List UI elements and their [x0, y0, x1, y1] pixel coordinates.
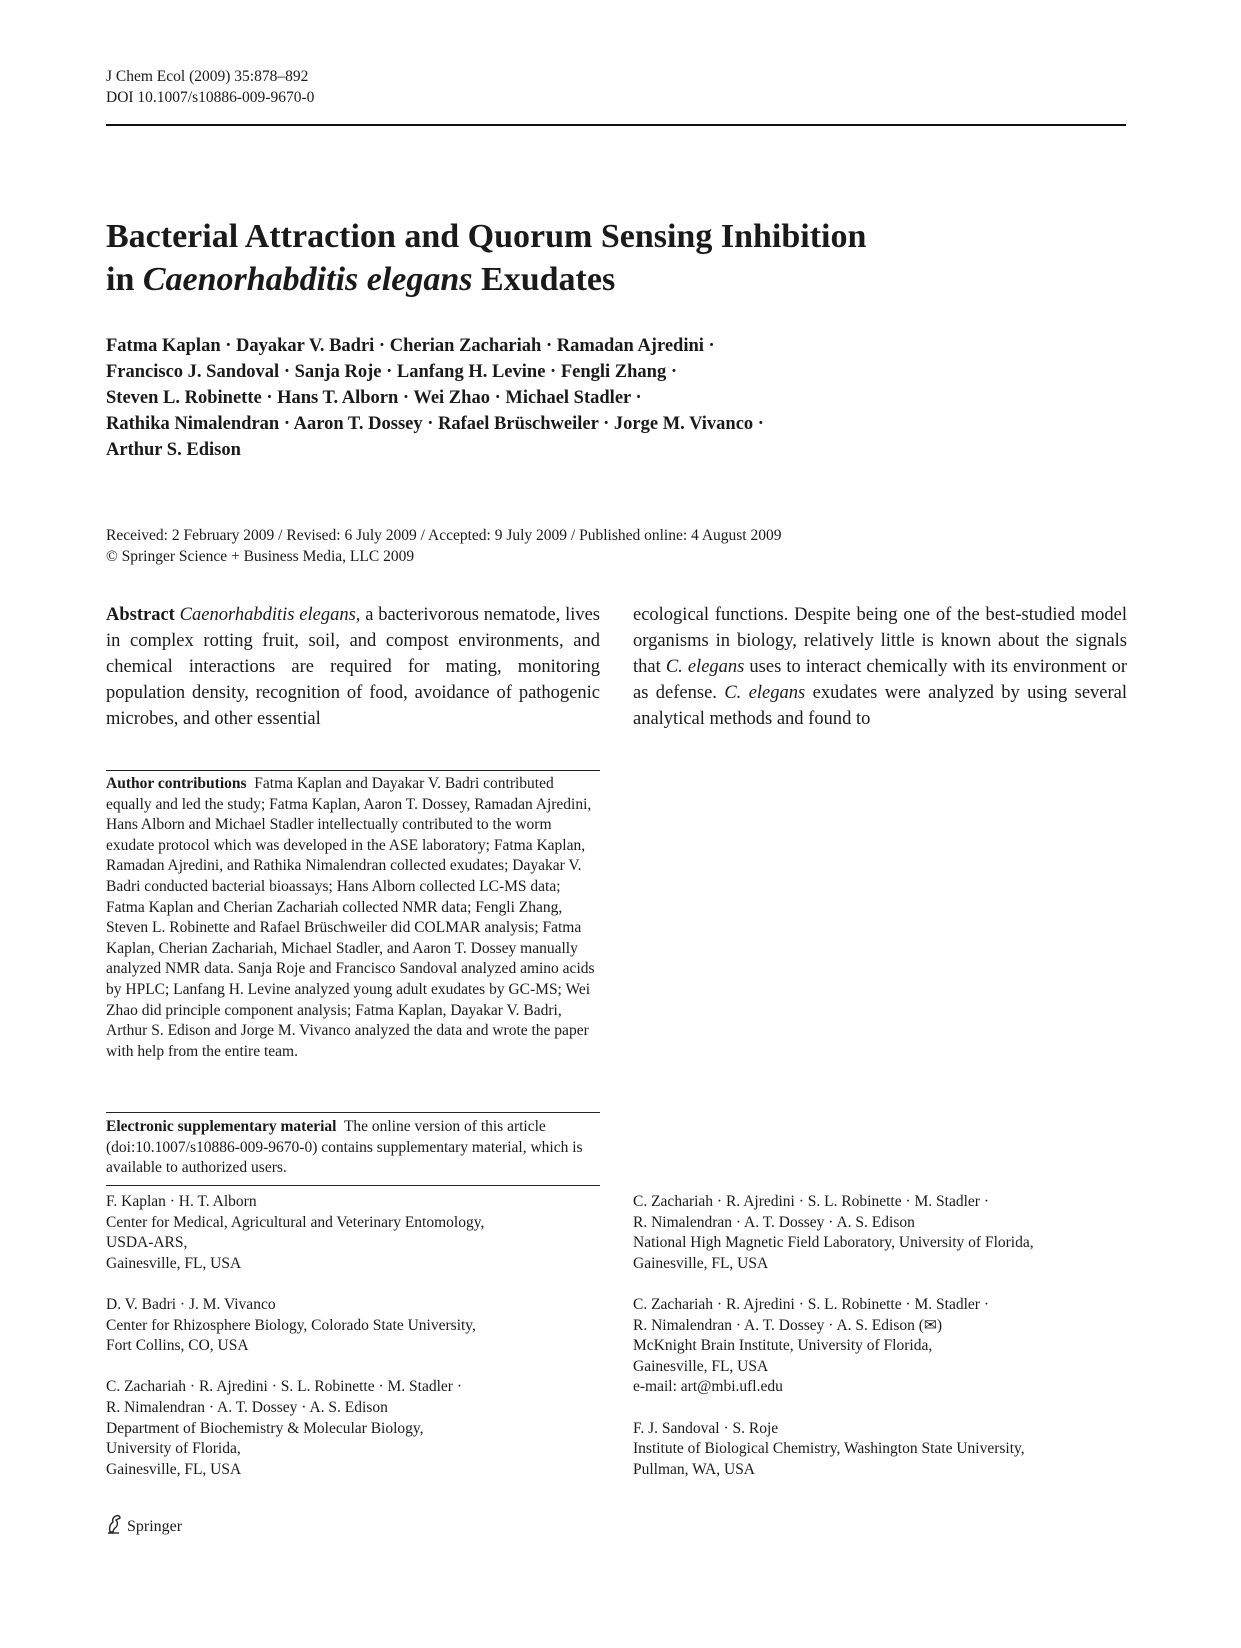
- history-dates: Received: 2 February 2009 / Revised: 6 July 2009 / Accepted: 9 July 2009 / Published online: 4 August 2009: [106, 527, 782, 544]
- abstract-column-left: [106, 602, 600, 732]
- affiliation: [106, 1377, 600, 1480]
- journal-header: [106, 66, 314, 108]
- copyright: © Springer Science + Business Media, LLC 2009: [106, 548, 415, 565]
- title-species: Caenorhabditis elegans: [142, 261, 473, 298]
- abstract-species-1: C. elegans: [665, 657, 745, 677]
- author-contributions: [106, 774, 600, 1062]
- title-line-1: Bacterial Attraction and Quorum Sensing Inhibition: [106, 218, 867, 255]
- author-list: [106, 333, 1106, 463]
- affiliation-line: C. Zachariah · R. Ajredini · S. L. Robinette · M. Stadler ·: [633, 1193, 989, 1210]
- contributions-label: Author contributions: [106, 775, 247, 792]
- affiliation: [633, 1419, 1127, 1481]
- affiliation-line: R. Nimalendran · A. T. Dossey · A. S. Edison: [633, 1213, 915, 1231]
- email-address[interactable]: e-mail: art@mbi.ufl.edu: [633, 1378, 783, 1396]
- affiliations-left: [106, 1192, 600, 1501]
- affiliation-line: Institute of Biological Chemistry, Washington State University,: [633, 1440, 1025, 1458]
- author-line: Arthur S. Edison: [106, 440, 241, 460]
- author-line: Fatma Kaplan · Dayakar V. Badri · Cherian Zachariah · Ramadan Ajredini ·: [106, 336, 715, 356]
- author-line: Steven L. Robinette · Hans T. Alborn · Wei Zhao · Michael Stadler ·: [106, 388, 642, 408]
- affiliation: [633, 1192, 1127, 1274]
- abstract-text-left: , a bacterivorous nematode, lives in complex rotting fruit, soil, and compost environments, and chemical interactions are required for mating, monitoring population density, recognition of food, avoidance of pathogenic microbes, and other essential: [106, 605, 601, 729]
- contributions-text: Fatma Kaplan and Dayakar V. Badri contributed equally and led the study; Fatma Kaplan, Aaron T. Dossey, Ramadan Ajredini, Hans Alborn and Michael Stadler intellectually contributed to the worm exudate protocol which was developed in the ASE laboratory; Fatma Kaplan, Ramadan Ajredini, and Rathika Nimalendran collected exudates; Dayakar V. Badri conducted bacterial bioassays; Hans Alborn collected LC-MS data; Fatma Kaplan and Cherian Zachariah collected NMR data; Fengli Zhang, Steven L. Robinette and Rafael Brüschweiler did COLMAR analysis; Fatma Kaplan, Cherian Zachariah, Michael Stadler, and Aaron T. Dossey manually analyzed NMR data. Sanja Roje and Francisco Sandoval analyzed amino acids by HPLC; Lanfang H. Levine analyzed young adult exudates by GC-MS; Wei Zhao did principle component analysis; Fatma Kaplan, Dayakar V. Badri, Arthur S. Edison and Jorge M. Vivanco analyzed the data and wrote the paper with help from the entire team.: [106, 775, 595, 1060]
- article-dates: [106, 525, 1106, 567]
- affiliations-right: [633, 1192, 1127, 1501]
- abstract-column-right: [633, 602, 1127, 732]
- footnote-rule: [106, 1112, 600, 1113]
- title-line-2: [106, 258, 1106, 301]
- publisher-footer: [106, 1514, 182, 1540]
- abstract-text-right-1: ecological functions. Despite being one of the best-studied model organisms in biology, relatively little is known about the signals that: [633, 605, 1127, 677]
- affiliation-line: Pullman, WA, USA: [633, 1460, 756, 1478]
- affiliation-line: R. Nimalendran · A. T. Dossey · A. S. Edison: [106, 1398, 388, 1416]
- supplementary-material: [106, 1117, 600, 1179]
- springer-horse-icon: [106, 1514, 122, 1540]
- affiliation-line: C. Zachariah · R. Ajredini · S. L. Robinette · M. Stadler ·: [106, 1378, 462, 1396]
- affiliation-line: R. Nimalendran · A. T. Dossey · A. S. Edison (✉): [633, 1316, 943, 1334]
- affiliation-line: University of Florida,: [106, 1440, 241, 1458]
- abstract-species-2: C. elegans: [724, 683, 806, 703]
- abstract-species: Caenorhabditis elegans: [179, 605, 356, 625]
- title-prefix: in: [106, 261, 143, 298]
- affiliation: [633, 1295, 1127, 1398]
- affiliation-line: Department of Biochemistry & Molecular Biology,: [106, 1419, 424, 1437]
- abstract-label: Abstract: [106, 605, 175, 625]
- affiliation-line: USDA-ARS,: [106, 1234, 188, 1252]
- supplementary-text: The online version of this article (doi:10.1007/s10886-009-9670-0) contains supplementary material, which is available to authorized users.: [106, 1118, 583, 1177]
- affiliation: [106, 1295, 600, 1357]
- author-line: Francisco J. Sandoval · Sanja Roje · Lanfang H. Levine · Fengli Zhang ·: [106, 362, 677, 382]
- publisher-name: Springer: [127, 1518, 183, 1535]
- article-title: [106, 215, 1106, 301]
- affiliation-line: Center for Medical, Agricultural and Veterinary Entomology,: [106, 1213, 485, 1231]
- affiliation-line: Gainesville, FL, USA: [633, 1357, 769, 1375]
- affiliation-line: McKnight Brain Institute, University of Florida,: [633, 1337, 933, 1355]
- article-doi: DOI 10.1007/s10886-009-9670-0: [106, 89, 315, 106]
- affiliation-line: F. Kaplan · H. T. Alborn: [106, 1193, 257, 1210]
- author-line: Rathika Nimalendran · Aaron T. Dossey · Rafael Brüschweiler · Jorge M. Vivanco ·: [106, 414, 764, 434]
- header-rule: [106, 124, 1126, 126]
- supplementary-label: Electronic supplementary material: [106, 1118, 337, 1135]
- affiliation-line: C. Zachariah · R. Ajredini · S. L. Robinette · M. Stadler ·: [633, 1295, 989, 1313]
- title-suffix: Exudates: [472, 261, 616, 298]
- footnote-rule: [106, 770, 600, 771]
- footnote-rule: [106, 1185, 600, 1186]
- abstract-text-right-2: uses to interact chemically with its environment or as defense.: [633, 657, 1127, 703]
- affiliation: [106, 1192, 600, 1274]
- journal-citation: J Chem Ecol (2009) 35:878–892: [106, 68, 309, 85]
- affiliation-line: Center for Rhizosphere Biology, Colorado State University,: [106, 1316, 476, 1334]
- affiliation-line: National High Magnetic Field Laboratory, University of Florida,: [633, 1234, 1034, 1252]
- affiliation-line: Gainesville, FL, USA: [106, 1460, 242, 1478]
- affiliation-line: D. V. Badri · J. M. Vivanco: [106, 1295, 276, 1313]
- affiliation-line: Gainesville, FL, USA: [633, 1254, 769, 1272]
- affiliation-line: Gainesville, FL, USA: [106, 1254, 242, 1272]
- affiliation-line: Fort Collins, CO, USA: [106, 1337, 249, 1355]
- abstract-text-right-3: exudates were analyzed by using several analytical methods and found to: [633, 683, 1128, 729]
- affiliation-line: F. J. Sandoval · S. Roje: [633, 1419, 779, 1437]
